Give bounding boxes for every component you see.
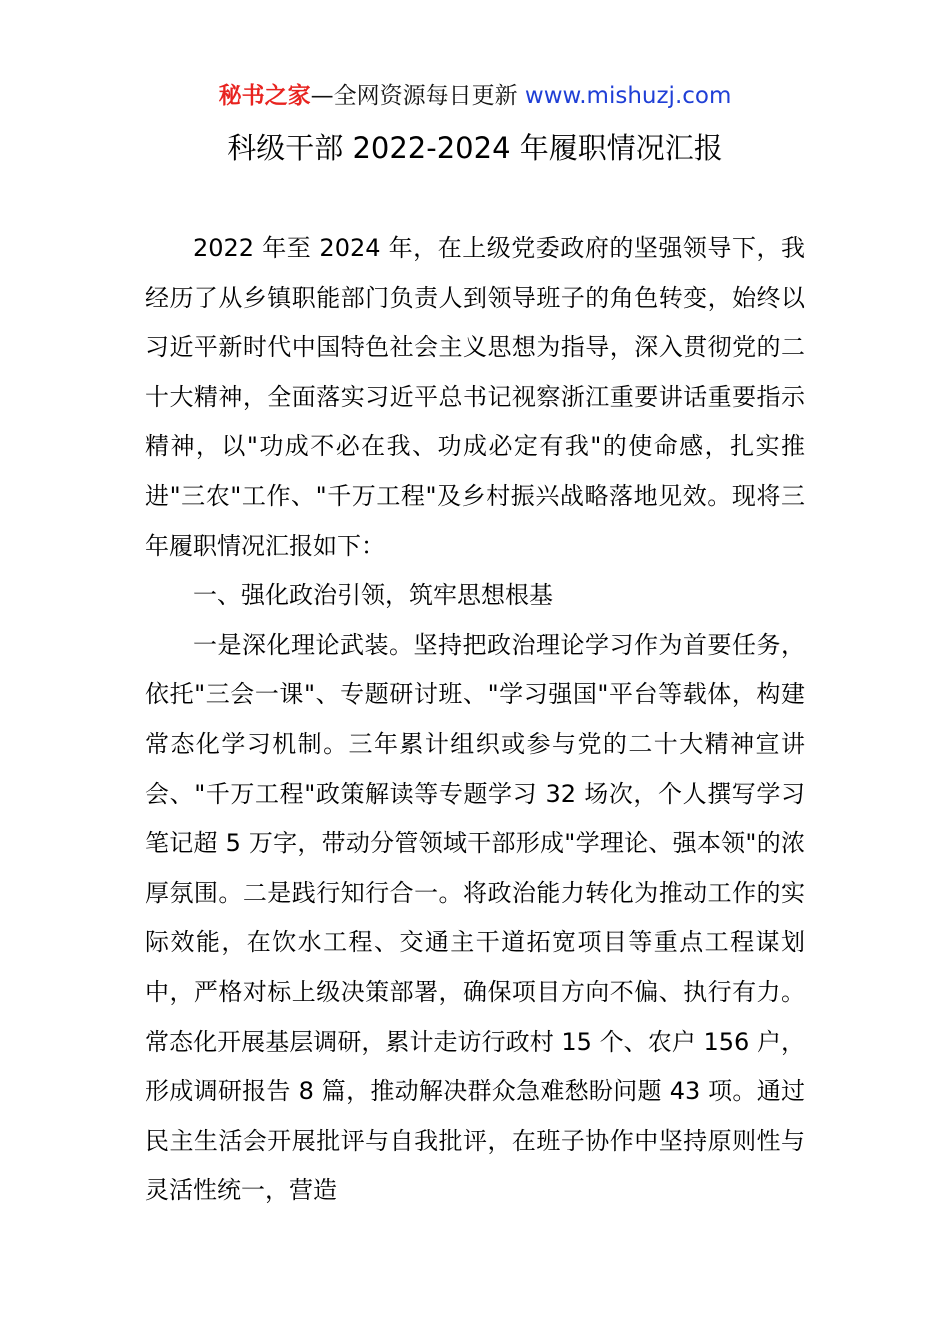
section-heading: 一、强化政治引领，筑牢思想根基 [193,581,553,610]
site-header [0,80,950,112]
site-url-link[interactable]: www.mishuzj.com [524,83,732,109]
brand-name: 秘书之家 [218,83,311,109]
document-body [145,224,805,1216]
body-paragraph: 一是深化理论武装。坚持把政治理论学习作为首要任务，依托"三会一课"、专题研讨班、"学习强国"平台等载体，构建常态化学习机制。三年累计组织或参与党的二十大精神宣讲会、"千万工程"政策解读等专题学习 32 场次，个人撰写学习笔记超 5 万字，带动分管领域干部形成"学理论、强本领"的浓厚氛围。二是践行知行合一。将政治能力转化为推动工作的实际效能，在饮水工程、交通主干道拓宽项目等重点工程谋划中，严格对标上级决策部署，确保项目方向不偏、执行有力。常态化开展基层调研，累计走访行政村 15 个、农户 156 户，形成调研报告 8 篇，推动解决群众急难愁盼问题 43 项。通过民主生活会开展批评与自我批评，在班子协作中坚持原则性与灵活性统一，营造 [145,630,805,1205]
intro-paragraph: 2022 年至 2024 年，在上级党委政府的坚强领导下，我经历了从乡镇职能部门负责人到领导班子的角色转变，始终以习近平新时代中国特色社会主义思想为指导，深入贯彻党的二十大精神，全面落实习近平总书记视察浙江重要讲话重要指示精神，以"功成不必在我、功成必定有我"的使命感，扎实推进"三农"工作、"千万工程"及乡村振兴战略落地见效。现将三年履职情况汇报如下： [145,234,805,560]
header-tagline: —全网资源每日更新 [310,83,525,109]
document-title: 科级干部 2022-2024 年履职情况汇报 [227,131,723,165]
